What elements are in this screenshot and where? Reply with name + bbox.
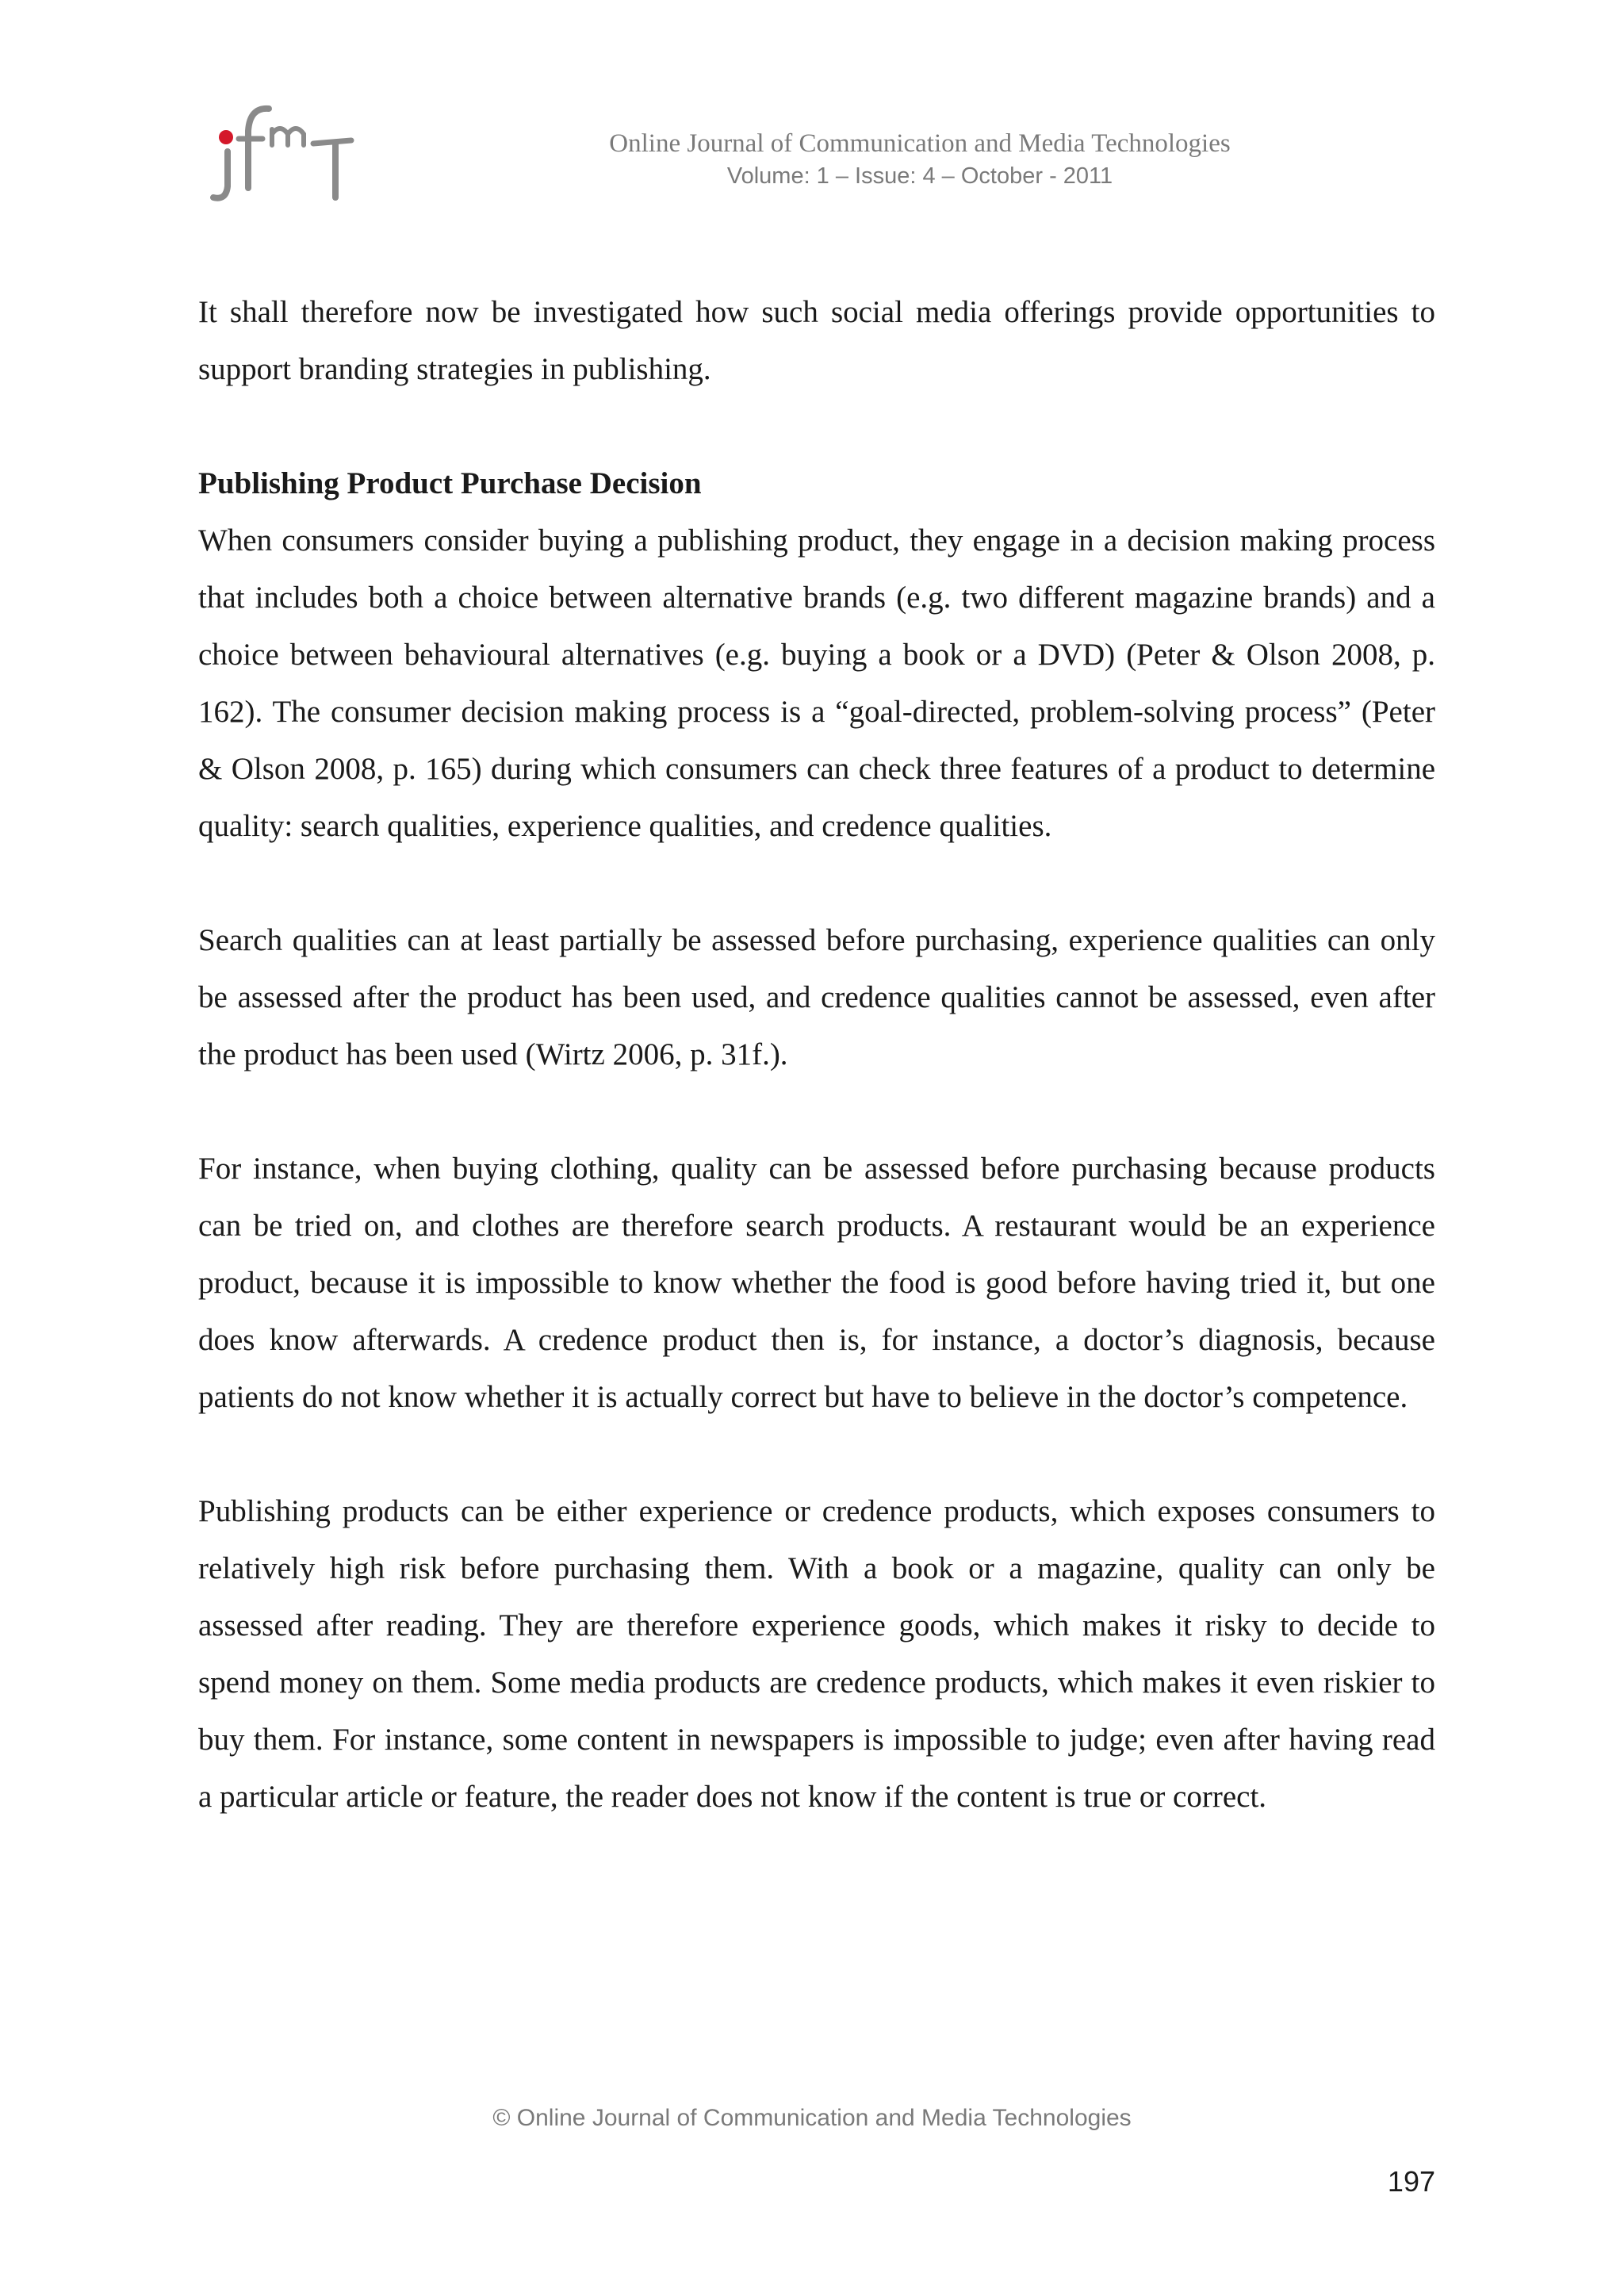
footer-copyright: © Online Journal of Communication and Media Technologies xyxy=(492,2105,1132,2131)
journal-logo xyxy=(202,99,361,202)
paragraph-qualities: Search qualities can at least partially be assessed before purchasing, experience qualities can only be assessed after the product has been used, and credence qualities cannot be assessed, even after the product has been used (Wirtz 2006, p. 31f.). xyxy=(198,923,1435,1071)
paragraph-publishing-products: Publishing products can be either experience or credence products, which exposes consumers to relatively high risk before purchasing them. With a book or a magazine, quality can only be assessed after reading. They are therefore experience goods, which makes it risky to decide to spend money on them. Some media products are credence products, which makes it even riskier to buy them. For instance, some content in newspapers is impossible to judge; even after having read a particular article or feature, the reader does not know if the content is true or correct. xyxy=(198,1494,1435,1814)
jfmt-logo-icon xyxy=(202,99,361,202)
journal-header xyxy=(508,127,1332,192)
section-heading: Publishing Product Purchase Decision xyxy=(198,466,702,500)
article-body xyxy=(198,284,1435,1883)
page-number: 197 xyxy=(1387,2165,1435,2198)
volume-issue-line: Volume: 1 – Issue: 4 – October - 2011 xyxy=(726,163,1113,189)
paragraph-examples: For instance, when buying clothing, quality can be assessed before purchasing because products can be tried on, and clothes are therefore search products. A restaurant would be an experience product, because it is impossible to know whether the food is good before having tried it, but one does know afterwards. A credence product then is, for instance, a doctor’s diagnosis, because patients do not know whether it is actually correct but have to believe in the doctor’s competence. xyxy=(198,1152,1435,1414)
paragraph-decision-process: When consumers consider buying a publishing product, they engage in a decision making process that includes both a choice between alternative brands (e.g. two different magazine brands) and a choice between behavioural alternatives (e.g. buying a book or a DVD) (Peter & Olson 2008, p. 162). The consumer decision making process is a “goal-directed, problem-solving process” (Peter & Olson 2008, p. 165) during which consumers can check three features of a product to determine quality: search qualities, experience qualities, and credence qualities. xyxy=(198,523,1435,843)
journal-title: Online Journal of Communication and Media Technologies xyxy=(609,129,1231,158)
intro-paragraph: It shall therefore now be investigated how such social media offerings provide opportunities to support branding strategies in publishing. xyxy=(198,295,1435,386)
